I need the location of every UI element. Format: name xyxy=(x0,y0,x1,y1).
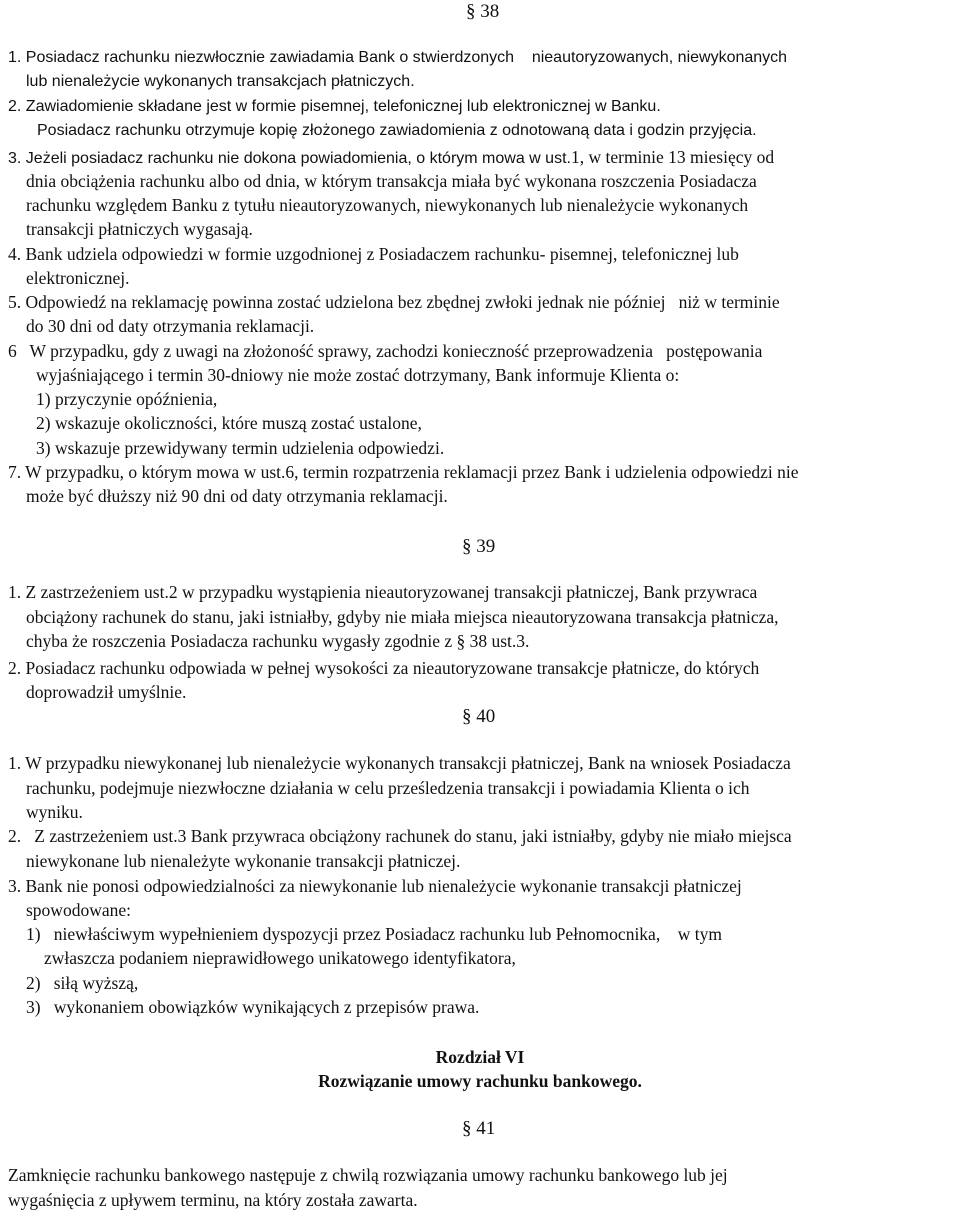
section-heading-41: § 41 xyxy=(462,1118,496,1139)
paragraph-line: 3. Bank nie ponosi odpowiedzialności za niewykonanie lub nienależycie wykonanie transakcji płatniczej xyxy=(8,876,742,896)
paragraph-line: niewykonane lub nienależyte wykonanie transakcji płatniczej. xyxy=(26,851,461,871)
paragraph-line: 4. Bank udziela odpowiedzi w formie uzgodnionej z Posiadaczem rachunku- pisemnej, telefonicznej lub xyxy=(8,244,739,264)
section-heading-40: § 40 xyxy=(462,706,496,727)
section-heading-39: § 39 xyxy=(462,536,496,557)
paragraph-line: transakcji płatniczych wygasają. xyxy=(26,219,253,239)
paragraph-line: 2. Posiadacz rachunku odpowiada w pełnej wysokości za nieautoryzowane transakcje płatnicze, do których xyxy=(8,658,760,678)
paragraph-line: wyniku. xyxy=(26,802,83,822)
list-item: 2) siłą wyższą, xyxy=(26,973,139,993)
paragraph-line: rachunku względem Banku z tytułu nieautoryzowanych, niewykonanych lub nienależycie wykonanych xyxy=(26,195,749,215)
paragraph-line: elektronicznej. xyxy=(26,268,130,288)
list-item: 2) wskazuje okoliczności, które muszą zostać ustalone, xyxy=(36,413,422,433)
paragraph-line: rachunku, podejmuje niezwłoczne działania w celu prześledzenia transakcji i powiadamia Klienta o ich xyxy=(26,778,750,798)
list-item: 3) wskazuje przewidywany termin udzielenia odpowiedzi. xyxy=(36,438,445,458)
paragraph-line: 1. Posiadacz rachunku niezwłocznie zawiadamia Bank o stwierdzonych nieautoryzowanych, niewykonanych xyxy=(8,49,788,66)
paragraph-fragment: 3. Jeżeli posiadacz rachunku nie dokona powiadomienia, o którym mowa w ust. xyxy=(8,150,571,167)
paragraph-fragment: 1, w terminie 13 miesięcy od xyxy=(570,147,775,167)
paragraph-line: 7. W przypadku, o którym mowa w ust.6, termin rozpatrzenia reklamacji przez Bank i udzielenia odpowiedzi nie xyxy=(8,462,799,482)
paragraph-line: Posiadacz rachunku otrzymuje kopię złożonego zawiadomienia z odnotowaną data i godzin przyjęcia. xyxy=(37,122,757,139)
paragraph-line: 2. Zawiadomienie składane jest w formie pisemnej, telefonicznej lub elektronicznej w Banku. xyxy=(8,98,661,115)
paragraph-line: 6 W przypadku, gdy z uwagi na złożoność sprawy, zachodzi konieczność przeprowadzenia postępowania xyxy=(8,341,763,361)
paragraph-line: może być dłuższy niż 90 dni od daty otrzymania reklamacji. xyxy=(26,486,448,506)
paragraph-line: 5. Odpowiedź na reklamację powinna zostać udzielona bez zbędnej zwłoki jednak nie później niż w terminie xyxy=(8,292,780,312)
paragraph-line: do 30 dni od daty otrzymania reklamacji. xyxy=(26,316,315,336)
section-heading-38: § 38 xyxy=(466,1,500,22)
paragraph-line: doprowadził umyślnie. xyxy=(26,682,187,702)
paragraph-line: lub nienależycie wykonanych transakcjach płatniczych. xyxy=(26,73,415,90)
paragraph-line: 1. W przypadku niewykonanej lub nienależycie wykonanych transakcji płatniczej, Bank na wniosek Posiadacza xyxy=(8,753,791,773)
paragraph-line xyxy=(8,145,774,171)
list-item: 1) przyczynie opóźnienia, xyxy=(36,389,218,409)
paragraph-line: obciążony rachunek do stanu, jaki istniałby, gdyby nie miała miejsca nieautoryzowana transakcja płatnicza, xyxy=(26,607,779,627)
paragraph-line: 2. Z zastrzeżeniem ust.3 Bank przywraca obciążony rachunek do stanu, jaki istniałby, gdyby nie miało miejsca xyxy=(8,826,792,846)
list-item: 3) wykonaniem obowiązków wynikających z przepisów prawa. xyxy=(26,997,480,1017)
paragraph-line: wyjaśniającego i termin 30-dniowy nie może zostać dotrzymany, Bank informuje Klienta o: xyxy=(36,365,680,385)
paragraph-line: wygaśnięcia z upływem terminu, na który została zawarta. xyxy=(8,1190,418,1210)
paragraph-line: spowodowane: xyxy=(26,900,131,920)
paragraph-line: chyba że roszczenia Posiadacza rachunku wygasły zgodnie z § 38 ust.3. xyxy=(26,631,530,651)
chapter-subtitle: Rozwiązanie umowy rachunku bankowego. xyxy=(318,1071,642,1091)
paragraph-line: Zamknięcie rachunku bankowego następuje z chwilą rozwiązania umowy rachunku bankowego lub jej xyxy=(8,1165,728,1185)
list-item-continuation: zwłaszcza podaniem nieprawidłowego unikatowego identyfikatora, xyxy=(44,948,516,968)
paragraph-line: dnia obciążenia rachunku albo od dnia, w którym transakcja miała być wykonana roszczenia Posiadacza xyxy=(26,171,757,191)
chapter-title: Rozdział VI xyxy=(435,1047,525,1067)
list-item: 1) niewłaściwym wypełnieniem dyspozycji przez Posiadacz rachunku lub Pełnomocnika, w tym xyxy=(26,924,722,944)
paragraph-line: 1. Z zastrzeżeniem ust.2 w przypadku wystąpienia nieautoryzowanej transakcji płatniczej, Bank przywraca xyxy=(8,582,758,602)
